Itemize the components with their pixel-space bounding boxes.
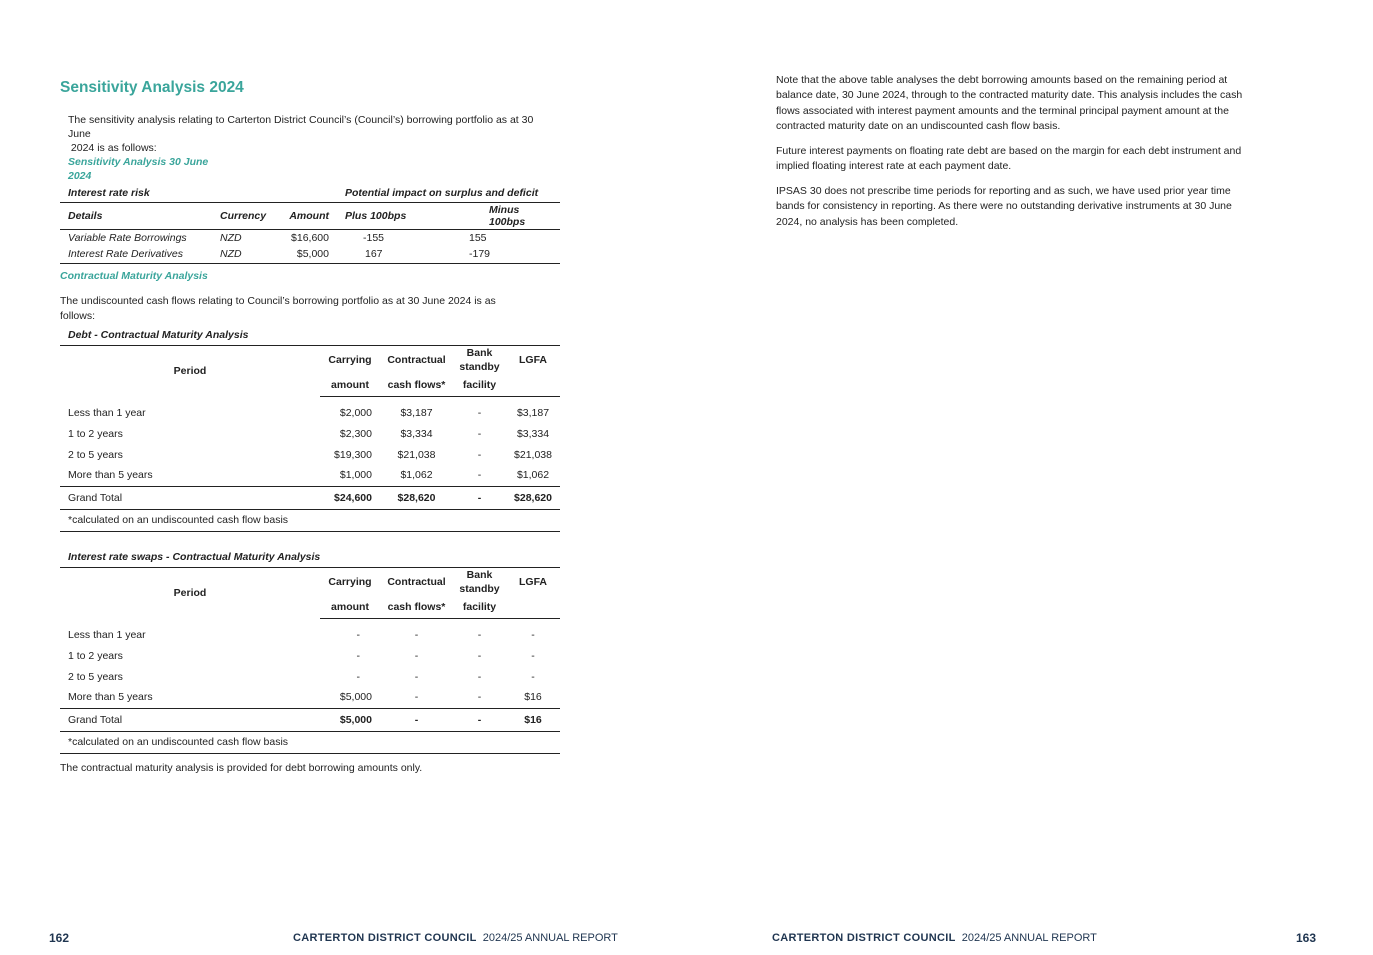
table-cell: $2,300 — [339, 427, 372, 440]
table-row — [60, 645, 560, 666]
column-header: Minus 100bps — [455, 202, 560, 229]
table-cell: $3,187 — [516, 406, 550, 419]
table-header-row — [60, 346, 560, 375]
table-cell: - — [477, 691, 482, 704]
footer-brand: CARTERTON DISTRICT COUNCIL — [293, 932, 477, 944]
table-cell: 2 to 5 years — [68, 448, 123, 461]
bank-header-line: standby — [459, 361, 500, 373]
table-header-row — [60, 202, 560, 229]
table-cell: - — [453, 708, 506, 731]
bank-header-line: Bank — [466, 569, 493, 581]
table-cell: $16,600 — [291, 231, 329, 244]
intro-line: The sensitivity analysis relating to Carterton District Council’s (Council’s) borrowing portfolio as at 30 — [68, 114, 534, 126]
contractual-maturity-heading: Contractual Maturity Analysis — [60, 270, 208, 282]
table-cell: 1 to 2 years — [68, 427, 123, 440]
table-cell: $1,062 — [400, 469, 433, 482]
table-cell: NZD — [220, 231, 242, 244]
table-cell: More than 5 years — [68, 691, 153, 704]
table-cell: $5,000 — [278, 246, 337, 263]
table-cell: Less than 1 year — [68, 406, 146, 419]
bank-header-line: standby — [459, 583, 500, 595]
table-cell: $3,334 — [516, 427, 550, 440]
table-cell: - — [356, 649, 360, 662]
table-cell: $3,334 — [400, 427, 433, 440]
table-cell: - — [380, 708, 453, 731]
table-header-row — [60, 568, 560, 597]
table-cell: $5,000 — [339, 691, 372, 704]
table-cell: - — [477, 406, 482, 419]
table-cell: $28,620 — [506, 486, 560, 509]
table-cell: - — [356, 670, 360, 683]
bank-header — [453, 346, 506, 375]
table-cell: - — [477, 469, 482, 482]
table-note: *calculated on an undiscounted cash flow basis — [60, 731, 560, 753]
table-cell: More than 5 years — [68, 469, 153, 482]
table-cell: Less than 1 year — [68, 628, 146, 641]
table-row — [60, 246, 560, 263]
table-cell: $19,300 — [334, 448, 372, 461]
column-header: Amount — [278, 202, 337, 229]
debt-maturity-table — [60, 345, 560, 532]
contractual-header: Contractual — [380, 346, 453, 375]
maturity-note-paragraph: Note that the above table analyses the debt borrowing amounts based on the remaining period at balance date, 30 June 2024, through to the contracted maturity date. This analysis includes the cash flows associated with interest payment amounts and the terminal principal payment amount at the contracted maturity date on an undiscounted cash flow basis. — [776, 74, 1243, 132]
intro-line: June — [68, 128, 91, 140]
table-row — [60, 402, 560, 423]
table-cell: Grand Total — [60, 486, 320, 509]
table-cell: 155 — [469, 231, 487, 244]
table-cell: - — [356, 628, 360, 641]
footer-brand: CARTERTON DISTRICT COUNCIL — [772, 932, 956, 944]
swap-maturity-table — [60, 567, 560, 754]
table-cell: NZD — [212, 246, 278, 263]
footer-report: 2024/25 ANNUAL REPORT — [961, 932, 1097, 944]
sensitivity-subtitle — [68, 155, 228, 183]
lgfa-header-2 — [506, 374, 560, 396]
table-cell: $3,187 — [400, 406, 433, 419]
table-cell: $21,038 — [397, 448, 436, 461]
table-cell: $21,038 — [514, 448, 552, 461]
table-cell: - — [414, 649, 419, 662]
period-header: Period — [60, 568, 320, 619]
intro-line: 2024 is as follows: — [68, 142, 157, 154]
floating-rate-paragraph: Future interest payments on floating rate debt are based on the margin for each debt instrument and implied floating interest rate at each payment date. — [776, 145, 1242, 173]
table-note-row — [60, 731, 560, 753]
table-row — [60, 423, 560, 444]
table-row — [60, 444, 560, 465]
subtitle-line: Sensitivity Analysis 30 June — [68, 156, 209, 168]
footer-report: 2024/25 ANNUAL REPORT — [482, 932, 618, 944]
table-cell: 1 to 2 years — [68, 649, 123, 662]
carrying-header: Carrying — [320, 568, 380, 597]
contractual-header: Contractual — [380, 568, 453, 597]
table-cell: Variable Rate Borrowings — [68, 231, 187, 244]
table-cell: $16 — [506, 708, 560, 731]
table-row — [60, 465, 560, 486]
table-cell: - — [531, 628, 535, 641]
intro-paragraph — [68, 113, 548, 155]
column-header: Details — [60, 202, 212, 229]
ipsas-paragraph: IPSAS 30 does not prescribe time periods for reporting and as such, we have used prior year time bands for consistency in reporting. As there were no outstanding derivative instruments at 30 June 2024, no analysis has been completed. — [776, 185, 1232, 228]
bank-header-3: facility — [453, 596, 506, 618]
table-cell: $2,000 — [339, 406, 372, 419]
lgfa-header-2 — [506, 596, 560, 618]
table-cell: - — [453, 486, 506, 509]
table-note: *calculated on an undiscounted cash flow basis — [60, 509, 560, 531]
table-cell: $16 — [524, 691, 542, 704]
footer — [772, 932, 1097, 944]
table-cell: - — [477, 427, 482, 440]
table-cell: - — [414, 691, 419, 704]
bank-header-3: facility — [453, 374, 506, 396]
subtitle-line: 2024 — [68, 170, 92, 182]
carrying-header-2: amount — [320, 374, 380, 396]
impact-label: Potential impact on surplus and deficit — [337, 185, 560, 202]
table-cell: $24,600 — [320, 486, 380, 509]
column-header: Currency — [212, 202, 278, 229]
table-cell: - — [477, 628, 482, 641]
table-header-row — [60, 185, 560, 202]
grand-total-row — [60, 708, 560, 731]
table-cell: - — [531, 649, 535, 662]
table-cell: - — [477, 670, 482, 683]
risk-label: Interest rate risk — [60, 185, 337, 202]
left-page — [0, 0, 686, 955]
footer — [293, 932, 618, 944]
contractual-header-2: cash flows* — [380, 596, 453, 618]
swap-table-caption: Interest rate swaps - Contractual Maturity Analysis — [68, 551, 321, 563]
undiscounted-paragraph: The undiscounted cash flows relating to Council’s borrowing portfolio as at 30 June 2024 is as follows: — [60, 295, 496, 322]
section-title: Sensitivity Analysis 2024 — [60, 79, 244, 96]
table-cell: $28,620 — [380, 486, 453, 509]
table-cell: - — [414, 628, 419, 641]
page-number: 162 — [49, 931, 70, 945]
table-cell: $1,000 — [339, 469, 372, 482]
table-row — [60, 624, 560, 645]
table-cell: $1,062 — [516, 469, 550, 482]
provided-note: The contractual maturity analysis is provided for debt borrowing amounts only. — [60, 762, 423, 774]
table-cell: - — [477, 448, 482, 461]
table-note-row — [60, 509, 560, 531]
table-cell: Interest Rate Derivatives — [60, 246, 212, 263]
table-cell: -179 — [455, 246, 560, 263]
table-cell: Grand Total — [60, 708, 320, 731]
page-number: 163 — [1296, 931, 1317, 945]
carrying-header-2: amount — [320, 596, 380, 618]
period-header: Period — [60, 346, 320, 397]
table-cell: - — [531, 670, 535, 683]
carrying-header: Carrying — [320, 346, 380, 375]
contractual-header-2: cash flows* — [380, 374, 453, 396]
table-row — [60, 687, 560, 708]
table-cell: - — [414, 670, 419, 683]
table-cell: -155 — [363, 231, 385, 244]
table-cell: 2 to 5 years — [68, 670, 123, 683]
table-cell: $5,000 — [320, 708, 380, 731]
grand-total-row — [60, 486, 560, 509]
debt-table-caption: Debt - Contractual Maturity Analysis — [68, 329, 249, 341]
bank-header — [453, 568, 506, 597]
lgfa-header: LGFA — [506, 568, 560, 597]
table-row — [60, 229, 560, 246]
table-cell: - — [477, 649, 482, 662]
sensitivity-table — [60, 185, 560, 264]
table-cell: 167 — [337, 246, 455, 263]
table-row — [60, 666, 560, 687]
right-page — [686, 0, 1373, 955]
column-header: Plus 100bps — [337, 202, 455, 229]
lgfa-header: LGFA — [506, 346, 560, 375]
bank-header-line: Bank — [466, 347, 493, 359]
